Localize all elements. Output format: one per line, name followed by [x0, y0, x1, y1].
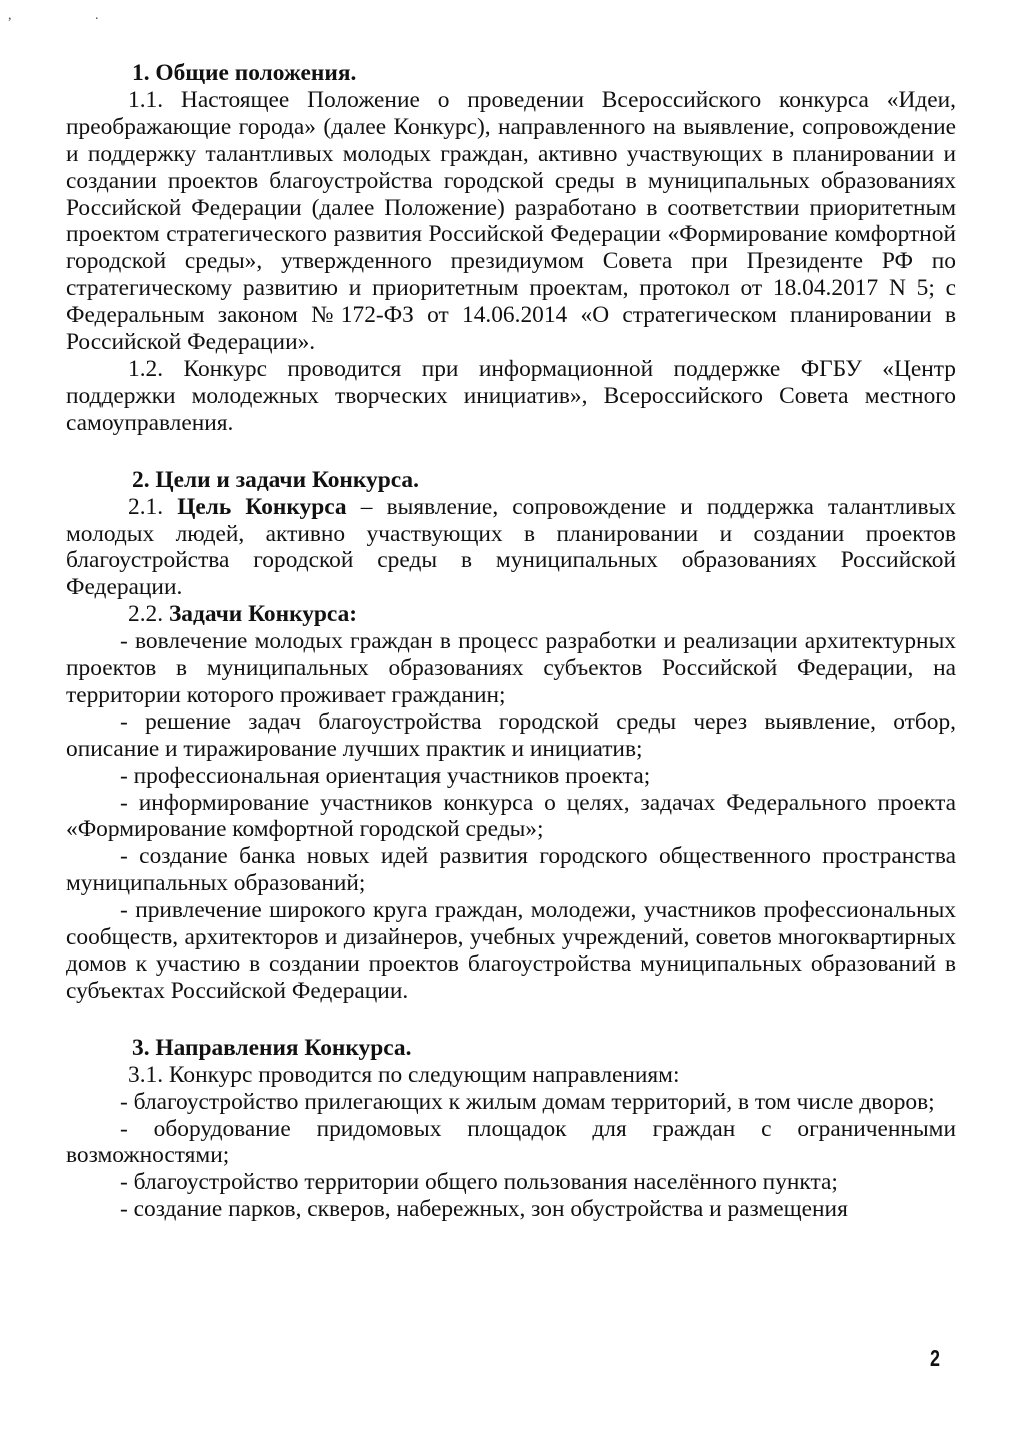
direction-item: - благоустройство территории общего пользования населённого пункта; — [120, 1169, 838, 1196]
section-2-heading: 2. Цели и задачи Конкурса. — [132, 466, 419, 493]
task-item: - вовлечение молодых граждан в процесс разработки и реализации архитектурных проектов в муниципальных образованиях субъектов Российской Федерации, на территории которого проживает гражданин; — [66, 628, 956, 708]
task-item: - привлечение широкого круга граждан, молодежи, участников профессиональных сообществ, архитекторов и дизайнеров, учебных учреждений, советов многоквартирных домов к участию в создании проектов благоустройства муниципальных образований в субъектах Российской Федерации. — [66, 897, 956, 1004]
task-item: - информирование участников конкурса о целях, задачах Федерального проекта «Формирование комфортной городской среды»; — [66, 789, 956, 843]
goal-label: Цель Конкурса — [177, 493, 347, 520]
goal-number: 2.1. — [128, 493, 164, 520]
task-item: - профессиональная ориентация участников проекта; — [120, 762, 651, 789]
section-gap — [66, 1005, 956, 1035]
paragraph-3-1: 3.1. Конкурс проводится по следующим направлениям: — [128, 1061, 680, 1088]
task-item: - решение задач благоустройства городской среды через выявление, отбор, описание и тиражирование лучших практик и инициатив; — [66, 708, 956, 762]
paragraph-2-1 — [66, 494, 956, 602]
task-item: - создание банка новых идей развития городского общественного пространства муниципальных образований; — [66, 843, 956, 897]
direction-item: - создание парков, скверов, набережных, зон обустройства и размещения — [120, 1196, 848, 1223]
tasks-number: 2.2. — [128, 601, 164, 628]
goal-text: – выявление, сопровождение и поддержка талантливых молодых людей, активно участвующих в планировании и создании проектов благоустройства городской среды в муниципальных образованиях Российской Федерации. — [66, 493, 956, 601]
paragraph-2-2 — [66, 601, 956, 628]
direction-item: - оборудование придомовых площадок для граждан с ограниченными возможностями; — [66, 1115, 956, 1169]
direction-item: - благоустройство прилегающих к жилым домам территорий, в том числе дворов; — [120, 1088, 935, 1115]
page-number: 2 — [930, 1345, 940, 1371]
section-3-heading: 3. Направления Конкурса. — [132, 1034, 412, 1061]
tasks-label: Задачи Конкурса: — [168, 601, 358, 628]
section-gap — [66, 437, 956, 467]
scan-marks: , . — [8, 8, 139, 23]
document-body — [66, 60, 956, 1223]
section-1-heading: 1. Общие положения. — [132, 60, 357, 86]
paragraph-1-1: 1.1. Настоящее Положение о проведении Всероссийского конкурса «Идеи, преображающие города» (далее Конкурс), направленного на выявление, сопровождение и поддержку талантливых молодых граждан, активно участвующих в планировании и создании проектов благоустройства городской среды в муниципальных образованиях Российской Федерации (далее Положение) разработано в соответствии приоритетным проектом стратегического развития Российской Федерации «Формирование комфортной городской среды», утвержденного президиумом Совета при Президенте РФ по стратегическому развитию и приоритетным проектам, протокол от 18.04.2017 N 5; с Федеральным законом №172-ФЗ от 14.06.2014 «О стратегическом планировании в Российской Федерации». — [66, 86, 956, 356]
paragraph-1-2: 1.2. Конкурс проводится при информационной поддержке ФГБУ «Центр поддержки молодежных творческих инициатив», Всероссийского Совета местного самоуправления. — [66, 355, 956, 436]
